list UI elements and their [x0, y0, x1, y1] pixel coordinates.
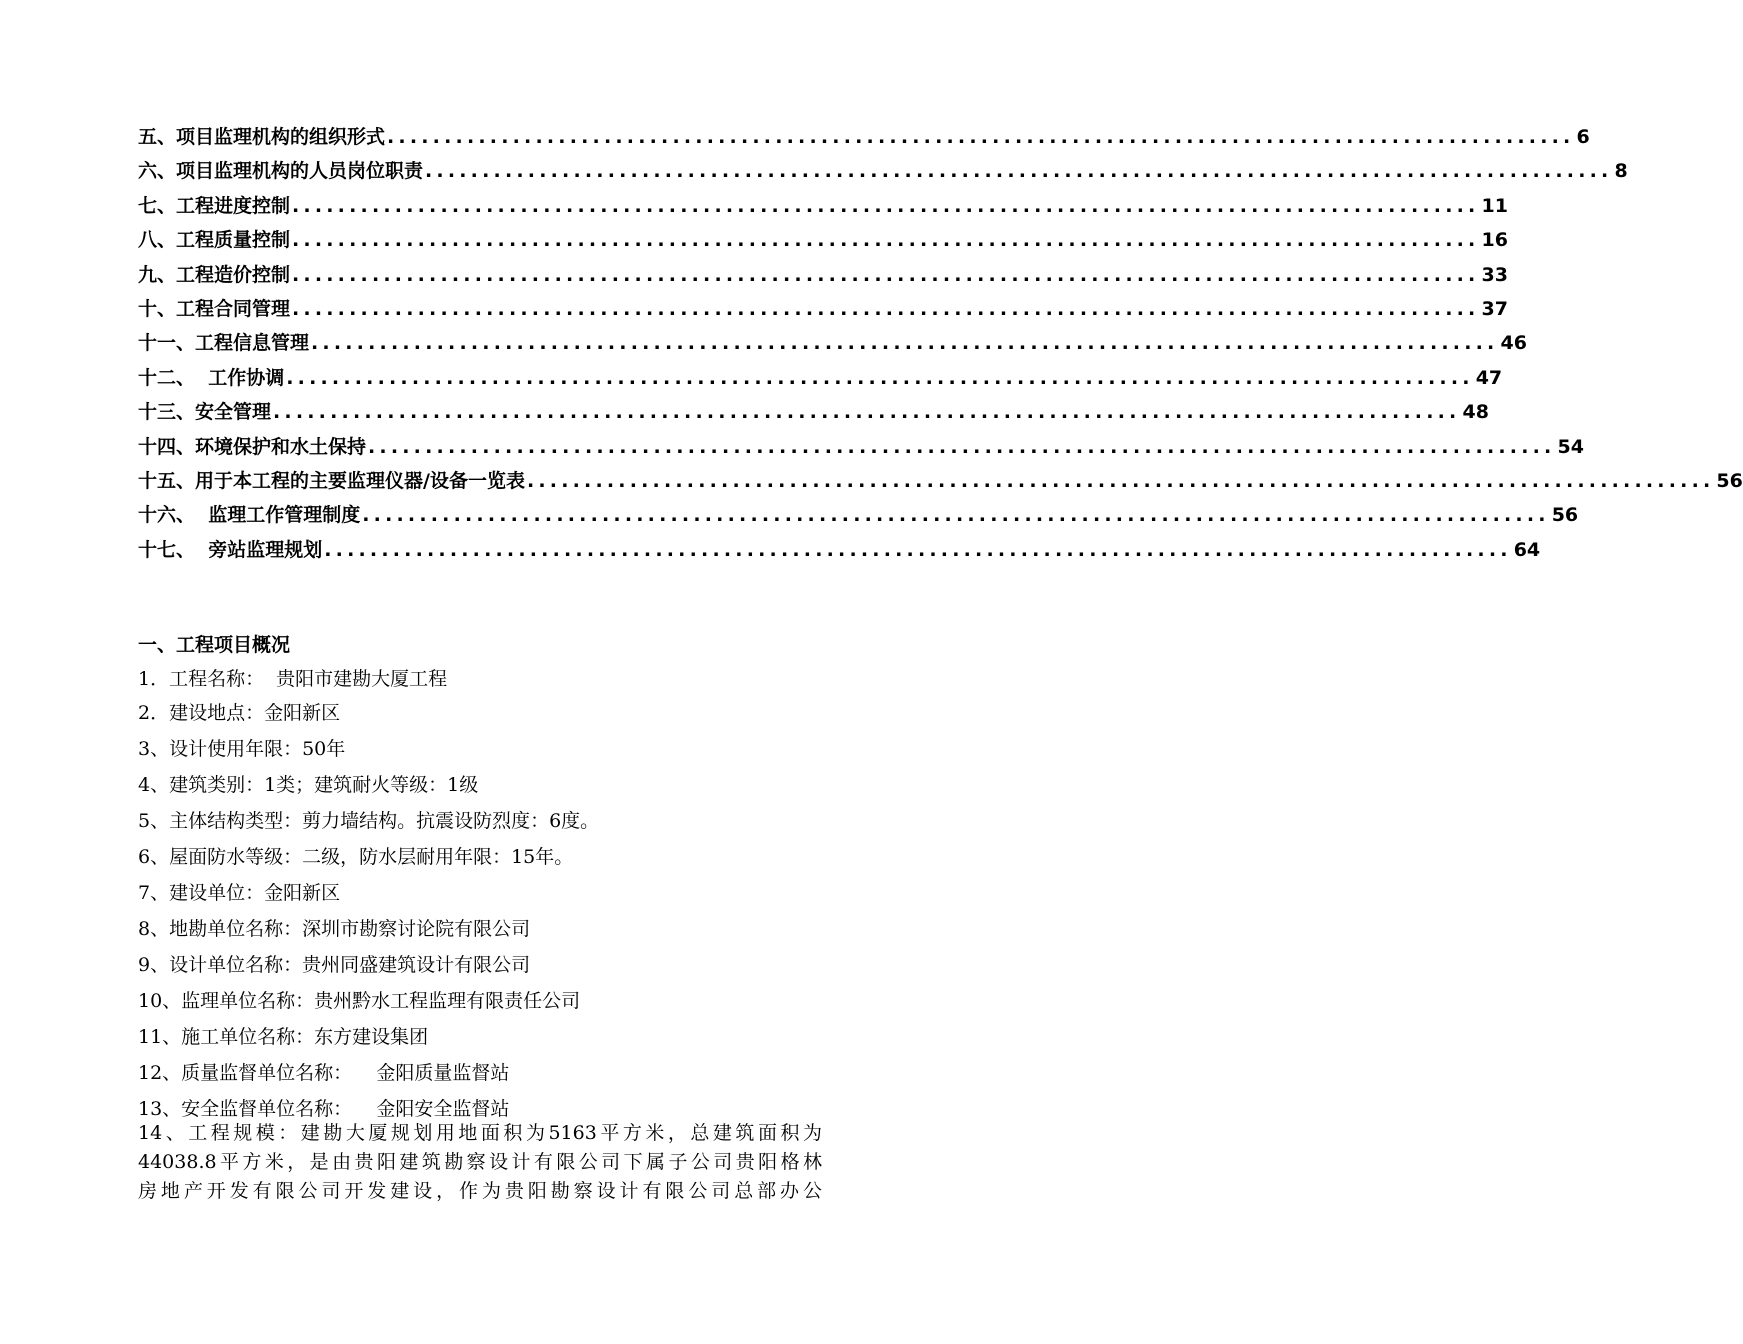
- toc-dot-leader: ........................................................................................................: [362, 504, 1550, 527]
- toc-entry-title: 十一、工程信息管理: [138, 332, 310, 355]
- toc-dot-leader: ........................................................................................................: [292, 297, 1480, 320]
- table-of-contents: [138, 120, 1743, 567]
- info-item: 6、屋面防水等级：二级，防水层耐用年限：15年。: [138, 846, 574, 868]
- toc-entry-title: 七、工程进度控制: [138, 194, 291, 217]
- toc-dot-leader: ........................................................................................................: [387, 126, 1575, 148]
- toc-entry[interactable]: [138, 154, 1628, 188]
- info-item: 3、设计使用年限：50年: [138, 738, 346, 760]
- toc-entry-page: 47: [1475, 366, 1503, 389]
- toc-entry-title: 八、工程质量控制: [138, 229, 291, 252]
- info-item: 5、主体结构类型：剪力墙结构。抗震设防烈度：6度。: [138, 810, 600, 832]
- toc-entry[interactable]: [138, 120, 1590, 154]
- toc-entry-page: 11: [1481, 194, 1508, 217]
- toc-entry-page: 64: [1513, 538, 1541, 561]
- toc-entry-page: 8: [1614, 160, 1628, 183]
- toc-entry-title: 九、工程造价控制: [138, 263, 291, 286]
- toc-entry[interactable]: [138, 223, 1508, 257]
- toc-entry-title: 十四、环境保护和水土保持: [138, 435, 367, 458]
- toc-entry[interactable]: [138, 464, 1743, 498]
- toc-entry[interactable]: [138, 292, 1508, 326]
- toc-entry[interactable]: [138, 498, 1579, 532]
- toc-dot-leader: ........................................................................................................: [286, 366, 1474, 389]
- toc-dot-leader: ........................................................................................................: [526, 469, 1715, 492]
- toc-entry[interactable]: [138, 258, 1508, 292]
- info-item: 7、建设单位：金阳新区: [138, 882, 341, 904]
- info-item: 12、质量监督单位名称： 金阳质量监督站: [138, 1062, 510, 1084]
- info-item: 1．工程名称： 贵阳市建勘大厦工程: [138, 668, 448, 690]
- toc-entry[interactable]: [138, 189, 1508, 223]
- toc-dot-leader: ........................................................................................................: [273, 401, 1461, 424]
- toc-entry-page: 46: [1500, 332, 1527, 355]
- info-item: 2．建设地点：金阳新区: [138, 702, 341, 724]
- toc-entry-page: 37: [1481, 297, 1508, 320]
- toc-entry-title: 十六、 监理工作管理制度: [138, 504, 361, 527]
- toc-dot-leader: ........................................................................................................: [292, 194, 1480, 217]
- info-item: 11、施工单位名称：东方建设集团: [138, 1026, 429, 1048]
- toc-entry-title: 五、项目监理机构的组织形式: [138, 126, 386, 148]
- toc-dot-leader: ........................................................................................................: [292, 263, 1480, 286]
- section-heading: 一、工程项目概况: [138, 634, 291, 656]
- info-item: 8、地勘单位名称：深圳市勘察讨论院有限公司: [138, 918, 531, 940]
- paragraph-line: 44038.8平方米，是由贵阳建筑勘察设计有限公司下属子公司贵阳格林: [138, 1151, 822, 1173]
- toc-entry-page: 56: [1716, 469, 1743, 492]
- toc-dot-leader: ........................................................................................................: [324, 538, 1512, 561]
- toc-entry-page: 48: [1462, 401, 1489, 424]
- toc-entry-title: 十五、用于本工程的主要监理仪器/设备一览表: [138, 469, 525, 492]
- project-scale-paragraph: [138, 1119, 822, 1206]
- info-item: 10、监理单位名称：贵州黔水工程监理有限责任公司: [138, 990, 581, 1012]
- toc-entry-page: 56: [1551, 504, 1579, 527]
- project-info-list: [138, 662, 828, 1128]
- toc-entry[interactable]: [138, 326, 1527, 360]
- toc-entry-title: 十三、安全管理: [138, 401, 272, 424]
- toc-entry-title: 十、工程合同管理: [138, 297, 291, 320]
- toc-entry-title: 十七、 旁站监理规划: [138, 538, 323, 561]
- toc-entry-page: 33: [1481, 263, 1508, 286]
- toc-entry-page: 54: [1557, 435, 1584, 458]
- paragraph-line: 14、工程规模：建勘大厦规划用地面积为5163平方米，总建筑面积为: [138, 1122, 822, 1144]
- toc-entry[interactable]: [138, 533, 1541, 567]
- toc-entry-title: 十二、 工作协调: [138, 366, 285, 389]
- toc-entry-title: 六、项目监理机构的人员岗位职责: [138, 160, 424, 183]
- toc-entry[interactable]: [138, 361, 1503, 395]
- toc-entry-page: 6: [1576, 126, 1590, 148]
- toc-entry[interactable]: [138, 430, 1584, 464]
- info-item: 4、建筑类别：1类；建筑耐火等级：1级: [138, 774, 479, 796]
- paragraph-line: 房地产开发有限公司开发建设，作为贵阳勘察设计有限公司总部办公: [138, 1180, 822, 1202]
- info-item: 9、设计单位名称：贵州同盛建筑设计有限公司: [138, 954, 531, 976]
- toc-dot-leader: ........................................................................................................: [311, 332, 1499, 355]
- toc-entry-page: 16: [1481, 229, 1508, 252]
- toc-dot-leader: ........................................................................................................: [425, 160, 1613, 183]
- info-item: 13、安全监督单位名称： 金阳安全监督站: [138, 1098, 510, 1120]
- toc-dot-leader: ........................................................................................................: [292, 229, 1480, 252]
- toc-entry[interactable]: [138, 395, 1489, 429]
- toc-dot-leader: ........................................................................................................: [368, 435, 1556, 458]
